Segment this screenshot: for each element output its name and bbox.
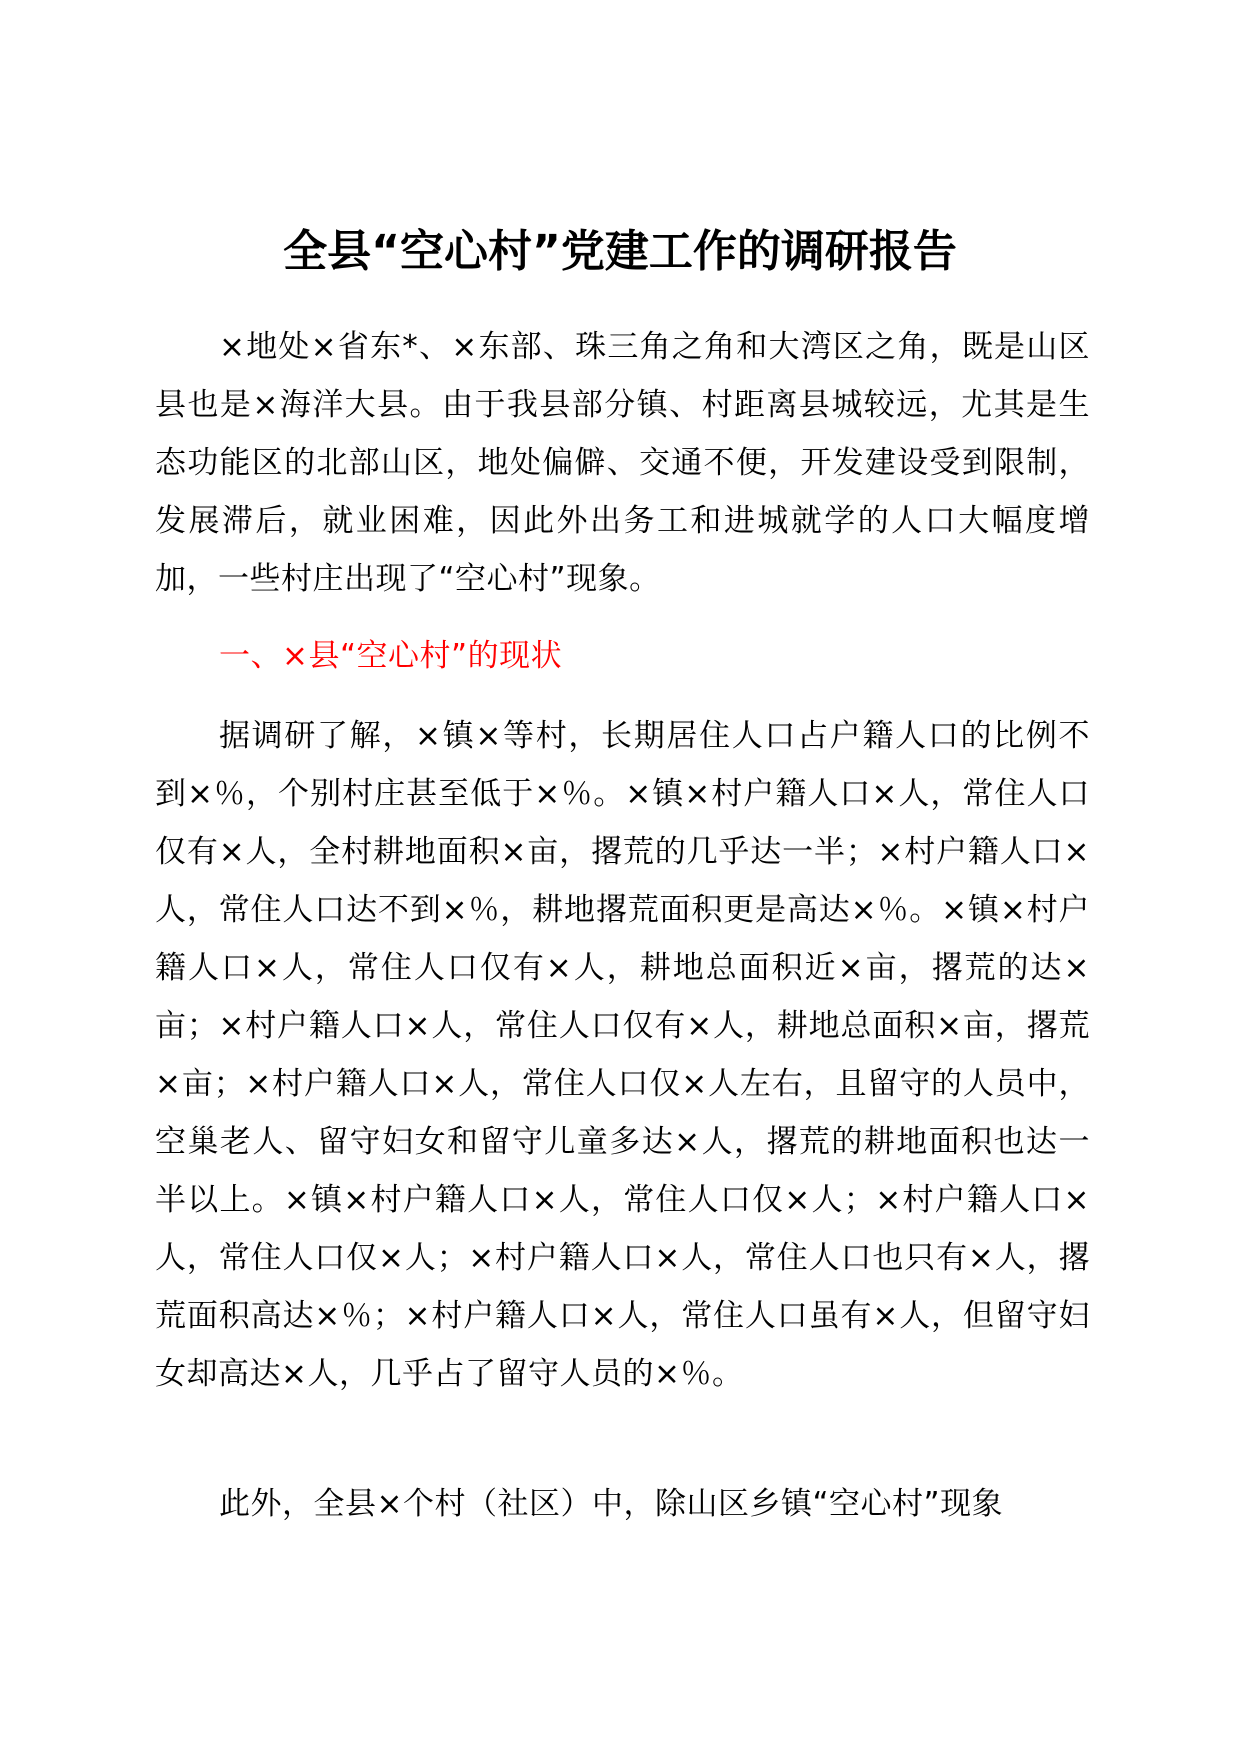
document-title: 全县“空心村”党建工作的调研报告 [283,226,957,277]
intro-paragraph: ×地处×省东*、×东部、珠三角之角和大湾区之角，既是山区县也是×海洋大县。由于我县部分镇、村距离县城较远，尤其是生态功能区的北部山区，地处偏僻、交通不便，开发建设受到限制，发展滞后，就业困难，因此外出务工和进城就学的人口大幅度增加，一些村庄出现了“空心村”现象。 [155,329,1090,597]
continuation-paragraph: 此外，全县×个村（社区）中，除山区乡镇“空心村”现象 [219,1486,1004,1522]
section-heading: 一、×县“空心村”的现状 [219,638,563,674]
status-paragraph: 据调研了解，×镇×等村，长期居住人口占户籍人口的比例不到×％，个别村庄甚至低于×％。×镇×村户籍人口×人，常住人口仅有×人，全村耕地面积×亩，撂荒的几乎达一半；×村户籍人口×人，常住人口达不到×％，耕地撂荒面积更是高达×％。×镇×村户籍人口×人，常住人口仅有×人，耕地总面积近×亩，撂荒的达×亩；×村户籍人口×人，常住人口仅有×人，耕地总面积×亩，撂荒×亩；×村户籍人口×人，常住人口仅×人左右，且留守的人员中，空巢老人、留守妇女和留守儿童多达×人，撂荒的耕地面积也达一半以上。×镇×村户籍人口×人，常住人口仅×人；×村户籍人口×人，常住人口仅×人；×村户籍人口×人，常住人口也只有×人，撂荒面积高达×％；×村户籍人口×人，常住人口虽有×人，但留守妇女却高达×人，几乎占了留守人员的×％。 [155,718,1090,1392]
